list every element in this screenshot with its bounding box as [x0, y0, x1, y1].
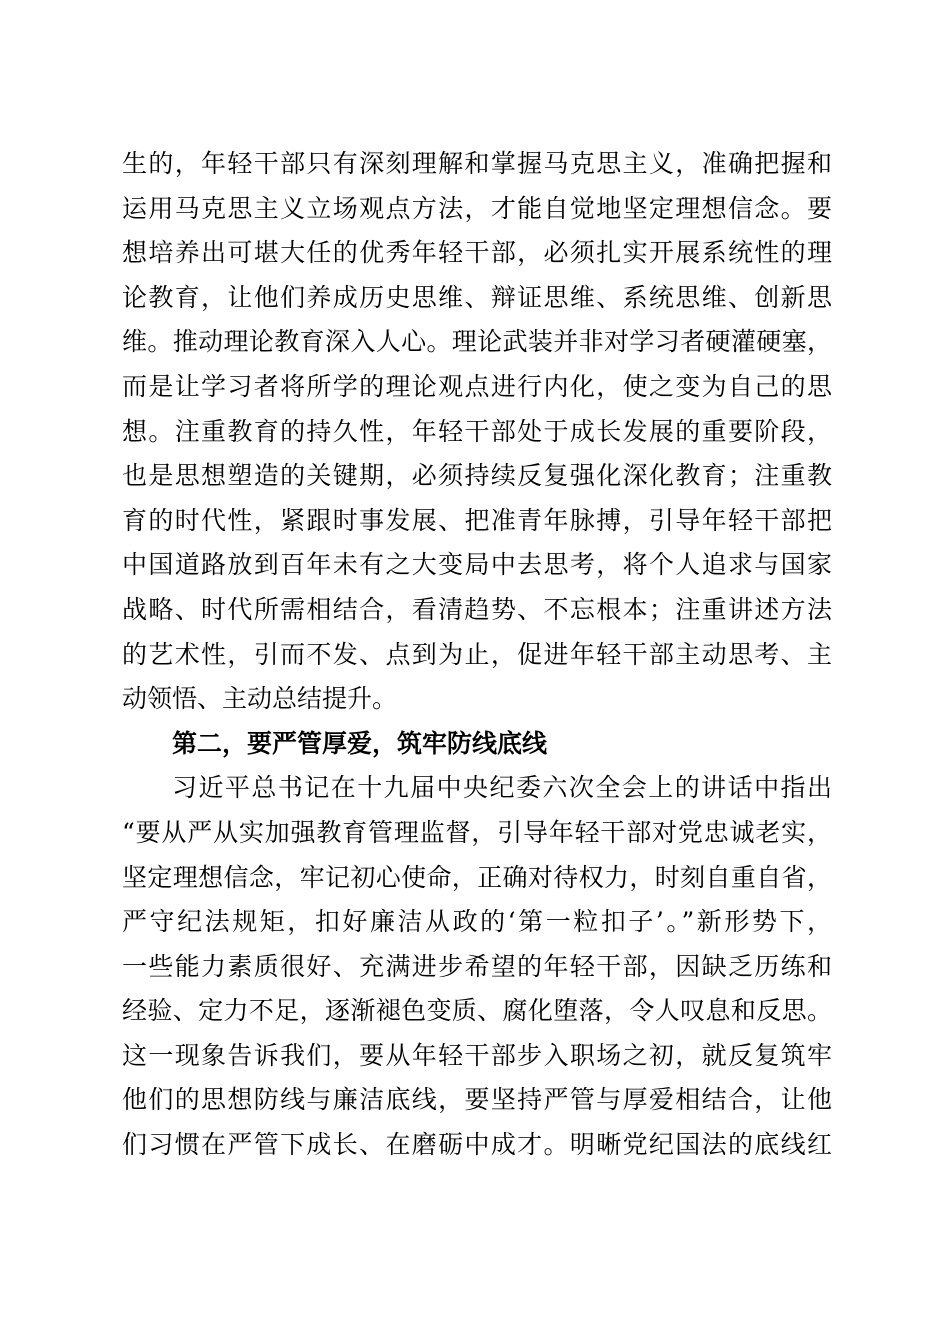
paragraph-line: 的艺术性，引而不发、点到为止，促进年轻干部主动思考、主	[122, 639, 832, 669]
paragraph-line: 们习惯在严管下成长、在磨砺中成才。明晰党纪国法的底线红	[122, 1130, 832, 1160]
document-body	[122, 142, 832, 1168]
paragraph-line: 经验、定力不足，逐渐褪色变质、腐化堕落，令人叹息和反思。	[122, 996, 832, 1026]
paragraph-line: 育的时代性，紧跟时事发展、把准青年脉搏，引导年轻干部把	[122, 505, 832, 535]
paragraph-line: 论教育，让他们养成历史思维、辩证思维、系统思维、创新思	[122, 282, 832, 312]
paragraph-line: 他们的思想防线与廉洁底线，要坚持严管与厚爱相结合，让他	[122, 1085, 832, 1115]
paragraph-line: 而是让学习者将所学的理论观点进行内化，使之变为自己的思	[122, 371, 832, 401]
paragraph-line: 严守纪法规矩，扣好廉洁从政的‘第一粒扣子’。”新形势下，	[122, 907, 832, 937]
paragraph-line: 想。注重教育的持久性，年轻干部处于成长发展的重要阶段，	[122, 416, 832, 446]
paragraph-line: 动领悟、主动总结提升。	[122, 684, 398, 714]
paragraph-line: 中国道路放到百年未有之大变局中去思考，将个人追求与国家	[122, 550, 832, 580]
paragraph-line: 想培养出可堪大任的优秀年轻干部，必须扎实开展系统性的理	[122, 238, 832, 268]
section-heading: 第二，要严管厚爱，筑牢防线底线	[172, 728, 548, 758]
paragraph-line: “要从严从实加强教育管理监督，引导年轻干部对党忠诚老实，	[122, 817, 832, 847]
paragraph-line: 这一现象告诉我们，要从年轻干部步入职场之初，就反复筑牢	[122, 1040, 832, 1070]
paragraph-line: 维。推动理论教育深入人心。理论武装并非对学习者硬灌硬塞，	[122, 327, 832, 357]
paragraph-line: 坚定理想信念，牢记初心使命，正确对待权力，时刻自重自省，	[122, 862, 832, 892]
paragraph-line: 生的，年轻干部只有深刻理解和掌握马克思主义，准确把握和	[122, 149, 832, 178]
paragraph-line: 战略、时代所需相结合，看清趋势、不忘根本；注重讲述方法	[122, 594, 832, 624]
paragraph-line: 运用马克思主义立场观点方法，才能自觉地坚定理想信念。要	[122, 193, 832, 223]
paragraph-line: 也是思想塑造的关键期，必须持续反复强化深化教育；注重教	[122, 461, 832, 491]
paragraph-line: 一些能力素质很好、充满进步希望的年轻干部，因缺乏历练和	[122, 951, 832, 981]
paragraph-line: 习近平总书记在十九届中央纪委六次全会上的讲话中指出	[172, 773, 832, 803]
